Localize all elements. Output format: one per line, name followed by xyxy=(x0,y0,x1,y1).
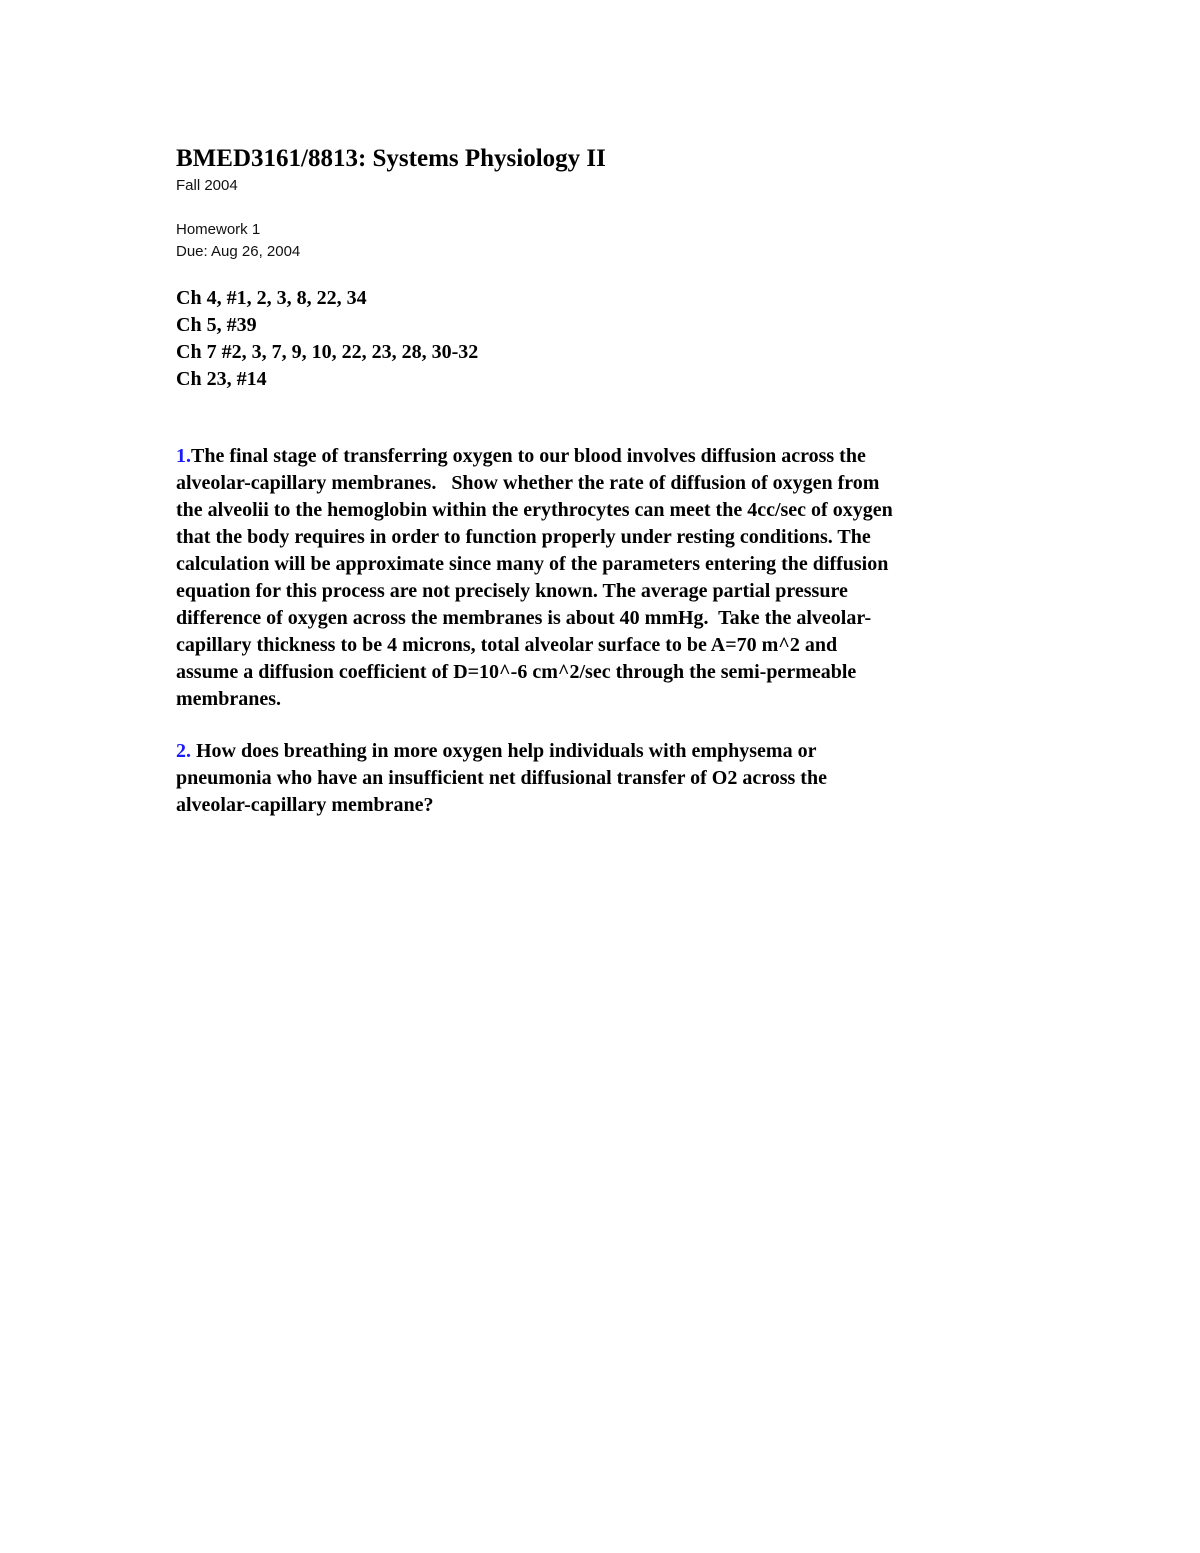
question-line: capillary thickness to be 4 microns, total alveolar surface to be A=70 m^2 and xyxy=(176,634,838,656)
question-number: 1. xyxy=(176,445,191,467)
assignment-info xyxy=(176,219,1036,263)
chapter-problems-item: Ch 23, #14 xyxy=(176,368,267,390)
question-line: assume a diffusion coefficient of D=10^-6 cm^2/sec through the semi-permeable xyxy=(176,661,857,683)
homework-name: Homework 1 xyxy=(176,221,261,238)
question-line xyxy=(176,443,1036,470)
question-line: equation for this process are not precisely known. The average partial pressure xyxy=(176,580,848,602)
question-number: 2. xyxy=(176,740,191,762)
question-text: How does breathing in more oxygen help individuals with emphysema or xyxy=(191,740,817,762)
question-line: difference of oxygen across the membranes is about 40 mmHg. Take the alveolar- xyxy=(176,607,872,629)
chapter-problems-item: Ch 4, #1, 2, 3, 8, 22, 34 xyxy=(176,287,367,309)
question-line: pneumonia who have an insufficient net diffusional transfer of O2 across the xyxy=(176,767,827,789)
question-line: alveolar-capillary membrane? xyxy=(176,794,434,816)
question-line: alveolar-capillary membranes. Show whether the rate of diffusion of oxygen from xyxy=(176,472,880,494)
question-line: membranes. xyxy=(176,688,281,710)
question-line: that the body requires in order to function properly under resting conditions. The xyxy=(176,526,871,548)
course-title: BMED3161/8813: Systems Physiology II xyxy=(176,145,606,172)
question-1 xyxy=(176,443,1036,713)
question-line: the alveolii to the hemoglobin within the erythrocytes can meet the 4cc/sec of oxygen xyxy=(176,499,893,521)
chapter-problems-list xyxy=(176,285,1036,393)
due-date: Due: Aug 26, 2004 xyxy=(176,243,301,260)
semester-label: Fall 2004 xyxy=(176,177,238,194)
document-page xyxy=(176,143,1036,819)
chapter-problems-item: Ch 5, #39 xyxy=(176,314,257,336)
chapter-problems-item: Ch 7 #2, 3, 7, 9, 10, 22, 23, 28, 30-32 xyxy=(176,341,479,363)
question-2 xyxy=(176,738,1036,819)
question-text: The final stage of transferring oxygen to our blood involves diffusion across the xyxy=(191,445,866,467)
question-line xyxy=(176,738,1036,765)
question-line: calculation will be approximate since many of the parameters entering the diffusion xyxy=(176,553,889,575)
